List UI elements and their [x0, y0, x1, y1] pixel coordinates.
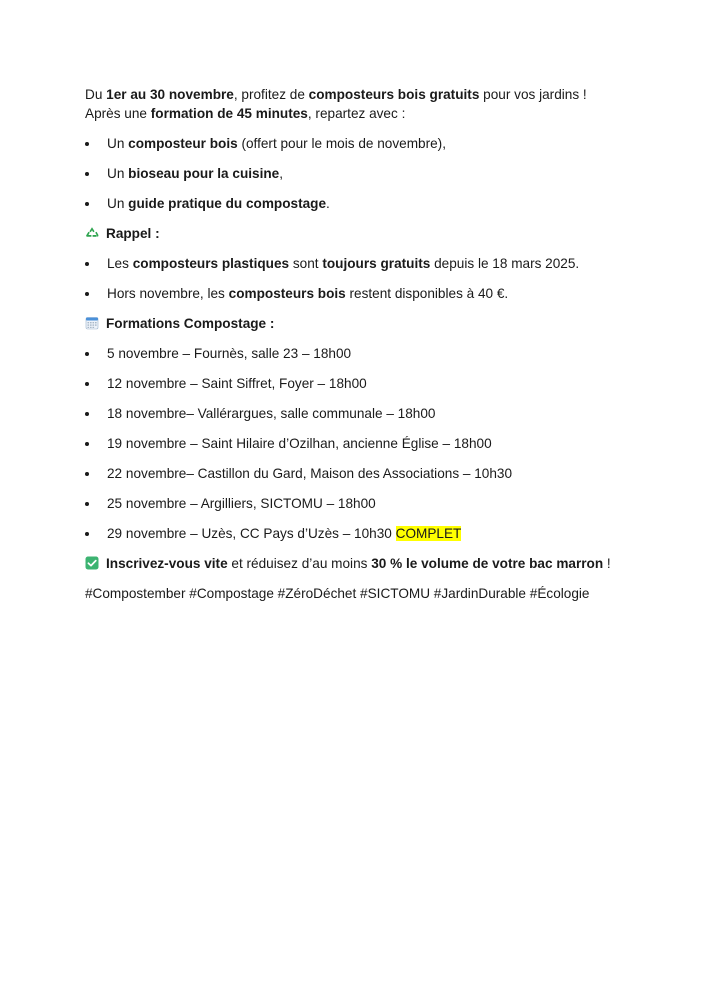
reminder-item [107, 285, 508, 303]
offer-item [107, 165, 283, 183]
text-bold: composteurs plastiques [132, 256, 290, 271]
text: (offert pour le mois de novembre), [237, 136, 446, 151]
bullet-icon [85, 435, 107, 453]
training-item [107, 495, 376, 513]
hashtags: #Compostember #Compostage #ZéroDéchet #SICTOMU #JardinDurable #Écologie [85, 586, 590, 601]
training-duration: formation de 45 minutes [150, 106, 308, 121]
text: Hors novembre, les [107, 286, 229, 301]
text-bold: bioseau pour la cuisine [128, 166, 280, 181]
text: pour vos jardins ! [479, 87, 587, 102]
text: , profitez de [233, 87, 309, 102]
text-bold: guide pratique du compostage [128, 196, 327, 211]
reminder-item [107, 255, 579, 273]
text: , [279, 166, 284, 181]
bullet-icon [85, 135, 107, 153]
bullet-icon [85, 255, 107, 273]
text: 22 novembre– Castillon du Gard, Maison des Associations – 10h30 [107, 466, 513, 481]
text: Un [107, 196, 129, 211]
text: 19 novembre – Saint Hilaire d’Ozilhan, ancienne Église – 18h00 [107, 436, 492, 451]
offer-highlight: composteurs bois gratuits [308, 87, 480, 102]
offer-item [107, 135, 446, 153]
calendar-icon [85, 316, 99, 330]
text: 5 novembre – Fournès, salle 23 – 18h00 [107, 346, 352, 361]
bullet-icon [85, 525, 107, 543]
heading-text: Rappel : [106, 226, 160, 241]
training-item [107, 465, 512, 483]
text-bold: 30 % le volume de votre bac marron [371, 556, 604, 571]
text: 29 novembre – Uzès, CC Pays d’Uzès – 10h30 [107, 526, 396, 541]
text: Après une [85, 106, 151, 121]
bullet-icon [85, 195, 107, 213]
text: Les [107, 256, 133, 271]
text: . [326, 196, 330, 211]
text: depuis le 18 mars 2025. [430, 256, 580, 271]
training-item [107, 345, 351, 363]
date-range: 1er au 30 novembre [106, 87, 234, 102]
trainings-heading [85, 315, 274, 333]
text-bold: composteur bois [128, 136, 238, 151]
text: Un [107, 136, 129, 151]
training-item [107, 435, 492, 453]
text: , repartez avec : [307, 106, 406, 121]
intro-line-1 [85, 86, 587, 104]
text-bold: composteurs bois [228, 286, 346, 301]
heading-text: Formations Compostage : [106, 316, 275, 331]
text: 12 novembre – Saint Siffret, Foyer – 18h00 [107, 376, 367, 391]
training-item [107, 375, 367, 393]
text: sont [289, 256, 323, 271]
intro-line-2 [85, 105, 405, 123]
reminder-heading [85, 225, 160, 243]
bullet-icon [85, 285, 107, 303]
text: Du [85, 87, 107, 102]
text: et réduisez d’au moins [227, 556, 372, 571]
text: Un [107, 166, 129, 181]
training-item [107, 525, 461, 543]
text-bold: Inscrivez-vous vite [106, 556, 228, 571]
training-item [107, 405, 435, 423]
recycle-icon [85, 226, 99, 240]
bullet-icon [85, 465, 107, 483]
text: ! [603, 556, 611, 571]
text: 18 novembre– Vallérargues, salle communale – 18h00 [107, 406, 436, 421]
offer-item [107, 195, 330, 213]
check-box-icon [85, 556, 99, 570]
text: restent disponibles à 40 €. [345, 286, 509, 301]
bullet-icon [85, 405, 107, 423]
status-badge-full: COMPLET [395, 526, 462, 541]
text-bold: toujours gratuits [322, 256, 431, 271]
bullet-icon [85, 345, 107, 363]
bullet-icon [85, 495, 107, 513]
bullet-icon [85, 165, 107, 183]
call-to-action [85, 555, 611, 573]
text: 25 novembre – Argilliers, SICTOMU – 18h00 [107, 496, 376, 511]
bullet-icon [85, 375, 107, 393]
